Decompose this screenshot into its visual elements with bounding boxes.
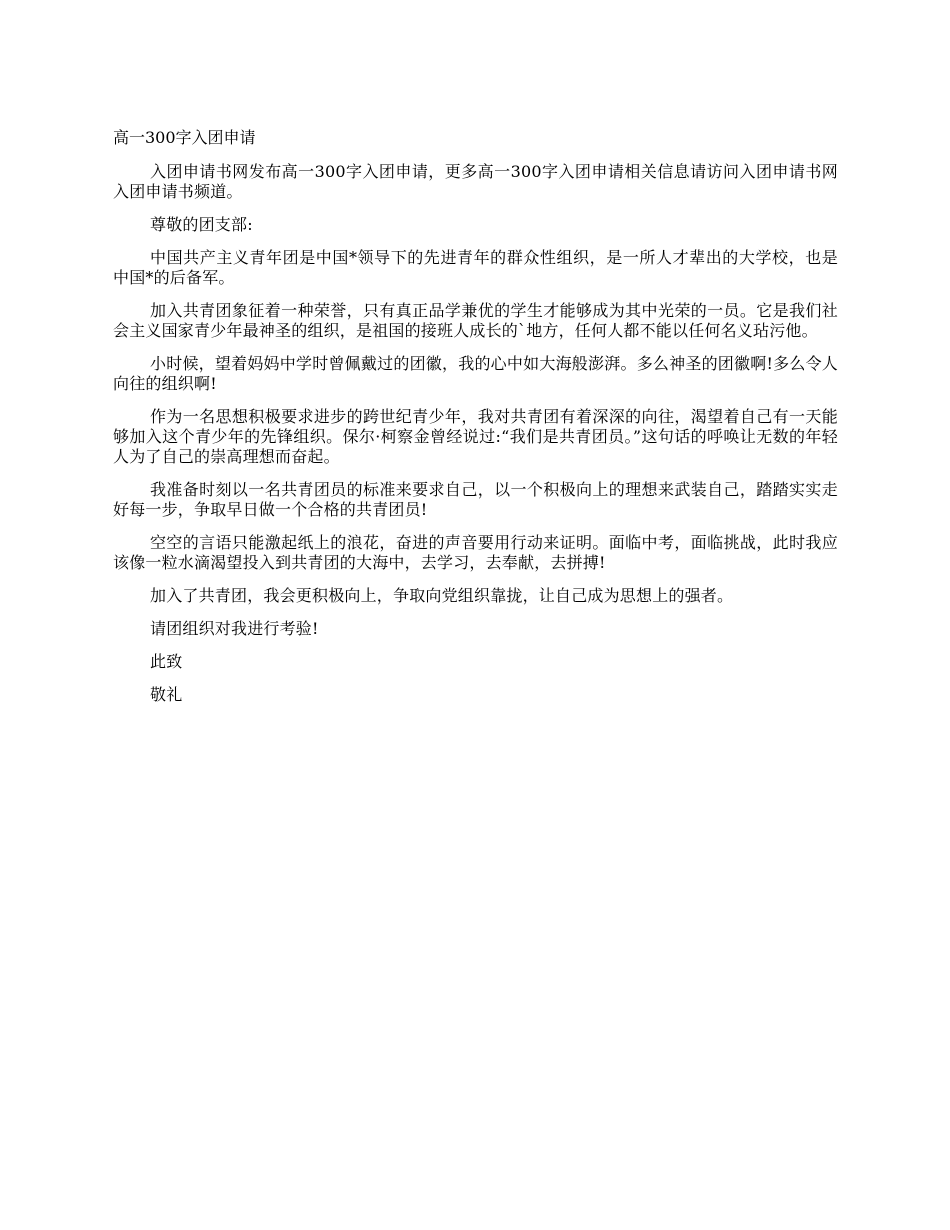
paragraph-body: 中国共产主义青年团是中国*领导下的先进青年的群众性组织，是一所人才辈出的大学校，也是中国*的后备军。 bbox=[113, 248, 838, 287]
paragraph-salutation: 尊敬的团支部: bbox=[150, 215, 253, 234]
paragraph-closing: 此致 bbox=[150, 652, 183, 671]
paragraph-body: 小时候，望着妈妈中学时曾佩戴过的团徽，我的心中如大海般澎湃。多么神圣的团徽啊!多么令人向往的组织啊! bbox=[113, 354, 838, 393]
document-page bbox=[113, 127, 838, 718]
paragraph-regards: 敬礼 bbox=[150, 685, 183, 704]
paragraph-body: 空空的言语只能激起纸上的浪花，奋进的声音要用行动来证明。面临中考，面临挑战，此时我应该像一粒水滴渴望投入到共青团的大海中，去学习，去奉献，去拼搏! bbox=[113, 533, 838, 572]
paragraph-request: 请团组织对我进行考验! bbox=[150, 619, 319, 638]
paragraph-body: 我准备时刻以一名共青团员的标准来要求自己，以一个积极向上的理想来武装自己，踏踏实实走好每一步，争取早日做一个合格的共青团员! bbox=[113, 480, 838, 519]
paragraph-body: 加入了共青团，我会更积极向上，争取向党组织靠拢，让自己成为思想上的强者。 bbox=[150, 586, 734, 605]
paragraph-body: 作为一名思想积极要求进步的跨世纪青少年，我对共青团有着深深的向往，渴望着自己有一天能够加入这个青少年的先锋组织。保尔·柯察金曾经说过:“我们是共青团员。”这句话的呼唤让无数的年轻人为了自己的崇高理想而奋起。 bbox=[113, 407, 838, 466]
paragraph-body: 加入共青团象征着一种荣誉，只有真正品学兼优的学生才能够成为其中光荣的一员。它是我们社会主义国家青少年最神圣的组织，是祖国的接班人成长的`地方，任何人都不能以任何名义玷污他。 bbox=[113, 301, 838, 340]
document-title: 高一300字入团申请 bbox=[113, 128, 256, 147]
paragraph-intro: 入团申请书网发布高一300字入团申请，更多高一300字入团申请相关信息请访问入团申请书网入团申请书频道。 bbox=[113, 162, 838, 201]
